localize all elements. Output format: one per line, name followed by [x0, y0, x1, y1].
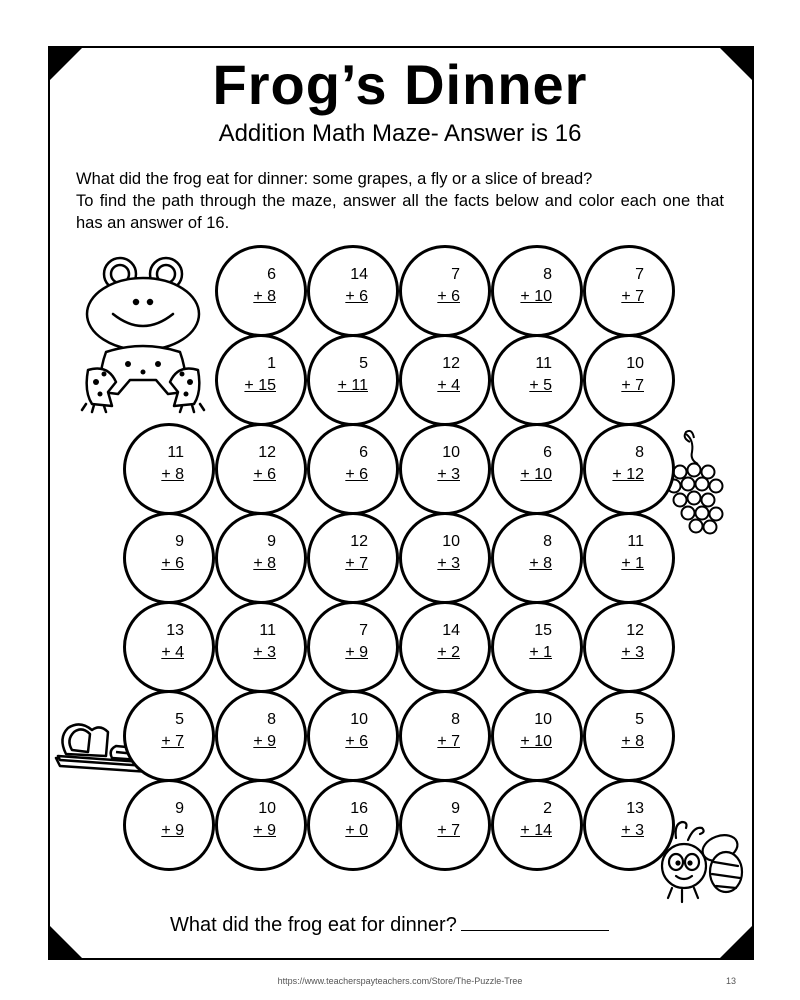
corner-bottom-right	[718, 924, 754, 960]
maze-cell[interactable]: 10 + 7	[583, 334, 675, 426]
maze-cell[interactable]: 6 + 10	[491, 423, 583, 515]
maze-cell[interactable]: 1 + 15	[215, 334, 307, 426]
maze-cell[interactable]: 13 + 4	[123, 601, 215, 693]
maze-cell[interactable]: 6 + 6	[307, 423, 399, 515]
maze-cell[interactable]: 11 + 3	[215, 601, 307, 693]
maze-cell[interactable]: 7 + 7	[583, 245, 675, 337]
instructions	[76, 168, 724, 234]
maze-cell[interactable]: 5 + 7	[123, 690, 215, 782]
page-title: Frog’s Dinner	[212, 53, 588, 116]
maze-cell[interactable]: 13 + 3	[583, 779, 675, 871]
maze-cell[interactable]: 16 + 0	[307, 779, 399, 871]
instructions-line-1: What did the frog eat for dinner: some grapes, a fly or a slice of bread?	[76, 170, 593, 188]
maze-cell[interactable]: 14 + 6	[307, 245, 399, 337]
final-question-text: What did the frog eat for dinner?	[170, 914, 457, 936]
maze-cell[interactable]: 7 + 6	[399, 245, 491, 337]
maze-cell[interactable]: 8 + 9	[215, 690, 307, 782]
maze-cell[interactable]: 11 + 5	[491, 334, 583, 426]
maze-cell[interactable]: 9 + 6	[123, 512, 215, 604]
maze-cell[interactable]: 10 + 6	[307, 690, 399, 782]
maze-cell[interactable]: 11 + 8	[123, 423, 215, 515]
frog-icon	[78, 252, 208, 412]
maze-cell[interactable]: 7 + 9	[307, 601, 399, 693]
grapes-icon	[664, 430, 734, 540]
footer-url: https://www.teacherspayteachers.com/Store/The-Puzzle-Tree	[277, 976, 523, 986]
maze-cell[interactable]: 5 + 8	[583, 690, 675, 782]
maze-cell[interactable]: 10 + 9	[215, 779, 307, 871]
instructions-line-2: To find the path through the maze, answer all the facts below and color each one that has an answer of 16.	[76, 192, 724, 232]
maze-cell[interactable]: 8 + 7	[399, 690, 491, 782]
maze-cell[interactable]: 10 + 3	[399, 512, 491, 604]
maze-cell[interactable]: 15 + 1	[491, 601, 583, 693]
maze-cell[interactable]: 9 + 9	[123, 779, 215, 871]
maze-cell[interactable]: 8 + 10	[491, 245, 583, 337]
page-subtitle: Addition Math Maze- Answer is 16	[218, 120, 582, 147]
page-number: 13	[726, 976, 737, 986]
maze-cell[interactable]: 10 + 3	[399, 423, 491, 515]
maze-cell[interactable]: 6 + 8	[215, 245, 307, 337]
maze-cell[interactable]: 2 + 14	[491, 779, 583, 871]
maze-cell[interactable]: 8 + 8	[491, 512, 583, 604]
maze-cell[interactable]: 12 + 4	[399, 334, 491, 426]
maze-cell[interactable]: 8 + 12	[583, 423, 675, 515]
final-question	[170, 912, 609, 937]
maze-cell[interactable]: 10 + 10	[491, 690, 583, 782]
maze-cell[interactable]: 12 + 3	[583, 601, 675, 693]
corner-bottom-left	[48, 924, 84, 960]
maze-cell[interactable]: 9 + 8	[215, 512, 307, 604]
maze-cell[interactable]: 12 + 7	[307, 512, 399, 604]
maze-cell[interactable]: 9 + 7	[399, 779, 491, 871]
answer-blank[interactable]	[461, 912, 609, 931]
maze-cell[interactable]: 12 + 6	[215, 423, 307, 515]
maze-cell[interactable]: 11 + 1	[583, 512, 675, 604]
maze-cell[interactable]: 14 + 2	[399, 601, 491, 693]
maze-cell[interactable]: 5 + 11	[307, 334, 399, 426]
